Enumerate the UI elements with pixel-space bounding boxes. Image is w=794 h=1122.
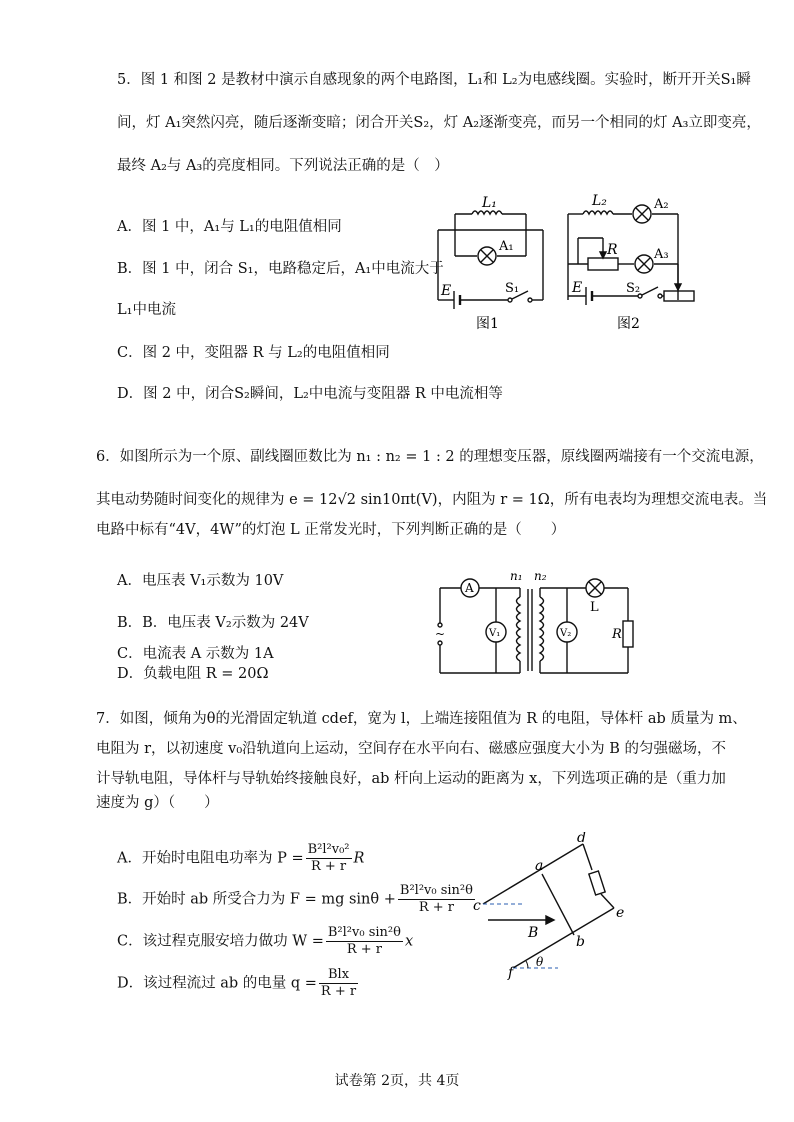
q5-fig1-emf-label: E <box>441 283 452 299</box>
q5-fig2-lamp-a3-label: A₃ <box>654 247 669 262</box>
q7-option-b: B．开始时 ab 所受合力为 F = mg sinθ + $\frac{\text{B²l²v₀ sin²θ}}{R + r}$ <box>117 883 473 915</box>
q5-fig2-emf-label: E <box>572 280 583 296</box>
q5-fig2-inductor-label: L₂ <box>592 193 607 209</box>
q7-label-b: b <box>576 934 585 950</box>
q5-fig2-lamp-a2-label: A₂ <box>654 197 669 212</box>
q7-label-d: d <box>577 832 586 846</box>
q7-stem-line-4: 速度为 g）（ ） <box>96 795 219 811</box>
q6-transformer-figure <box>430 565 640 680</box>
q6-voltmeter-v2-label: V₂ <box>560 628 572 639</box>
q7-label-field-b: B <box>528 925 539 941</box>
q5-option-b-line-1: B．图 1 中，闭合 S₁，电路稳定后，A₁中电流大于 <box>117 261 444 277</box>
q7-stem-line-3: 计导轨电阻，导体杆与导轨始终接触良好，ab 杆向上运动的距离为 x，下列选项正确的是（重力加 <box>96 771 726 787</box>
q6-voltmeter-v1-label: V₁ <box>489 628 501 639</box>
q6-lamp-label: L <box>590 600 599 615</box>
q5-stem-line-2: 间，灯 A₁突然闪亮，随后逐渐变暗；闭合开关S₂，灯 A₂逐渐变亮，而另一个相同的灯 A₃立即变亮， <box>117 115 761 131</box>
q7-option-a: A．开始时电阻电功率为 P = $\frac{\text{B²l²v₀²}}{R + r}$ R <box>117 842 365 874</box>
q6-ammeter-label: A <box>465 581 474 595</box>
q7-label-f: f <box>508 965 514 981</box>
q5-fig2-caption: 图2 <box>617 316 640 332</box>
q7-label-a: a <box>535 858 544 874</box>
q5-option-d: D．图 2 中，闭合S₂瞬间，L₂中电流与变阻器 R 中电流相等 <box>117 386 503 402</box>
q7-option-c-fraction: $\frac{\text{B²l²v₀ sin²θ}}{R + r}$ <box>327 925 401 957</box>
q6-option-b: B．B．电压表 V₂示数为 24V <box>117 615 309 631</box>
q7-option-c: C．该过程克服安培力做功 W = $\frac{\text{B²l²v₀ sin²θ}}{R + r}$ x <box>117 925 414 957</box>
q5-fig2-rheostat-label: R <box>607 242 618 258</box>
q5-option-c: C．图 2 中，变阻器 R 与 L₂的电阻值相同 <box>117 345 390 361</box>
q5-figure-2 <box>560 188 700 333</box>
q7-label-theta: θ <box>536 955 544 969</box>
q6-ac-source-symbol: ~ <box>435 627 446 641</box>
q7-stem-line-1: 7．如图，倾角为θ的光滑固定轨道 cdef，宽为 l，上端连接阻值为 R 的电阻，导体杆 ab 质量为 m、 <box>96 711 747 727</box>
q6-stem-line-1: 6．如图所示为一个原、副线圈匝数比为 n₁ : n₂ = 1 : 2 的理想变压器，原线圈两端接有一个交流电源， <box>96 449 764 465</box>
q5-option-b-line-2: L₁中电流 <box>117 302 176 318</box>
q6-option-c: C．电流表 A 示数为 1A <box>117 646 274 662</box>
q6-resistor-label: R <box>612 627 622 642</box>
q6-n1-label: n₁ <box>510 569 523 583</box>
q7-option-d: D．该过程流过 ab 的电量 q = $\frac{\text{Blx}}{R + r}$ <box>117 967 357 999</box>
q5-fig1-inductor-label: L₁ <box>482 195 497 211</box>
q6-option-d: D．负载电阻 R = 20Ω <box>117 666 269 682</box>
q7-stem-line-2: 电阻为 r，以初速度 v₀沿轨道向上运动，空间存在水平向右、磁感应强度大小为 B 的匀强磁场，不 <box>96 741 727 757</box>
q7-option-a-fraction: $\frac{\text{B²l²v₀²}}{R + r}$ <box>307 842 350 874</box>
q5-figure-1 <box>430 188 552 333</box>
q5-stem-line-1: 5．图 1 和图 2 是教材中演示自感现象的两个电路图，L₁和 L₂为电感线圈。实验时，断开开关S₁瞬 <box>117 72 751 88</box>
q7-label-c: c <box>473 898 481 914</box>
q5-fig1-lamp-label: A₁ <box>499 239 514 254</box>
q5-option-a: A．图 1 中，A₁与 L₁的电阻值相同 <box>117 219 342 235</box>
q6-stem-line-3: 电路中标有“4V，4W”的灯泡 L 正常发光时，下列判断正确的是（ ） <box>96 522 566 538</box>
q6-stem-line-2: 其电动势随时间变化的规律为 e = 12√2 sin10πt(V)，内阻为 r = 1Ω，所有电表均为理想交流电表。当 <box>96 492 768 508</box>
q5-fig2-switch-label: S₂ <box>626 281 641 296</box>
q7-option-d-fraction: $\frac{\text{Blx}}{R + r}$ <box>320 967 357 999</box>
q5-fig1-caption: 图1 <box>476 316 499 332</box>
q5-fig1-switch-label: S₁ <box>505 281 520 296</box>
page-footer: 试卷第 2页，共 4页 <box>334 1073 460 1089</box>
q6-n2-label: n₂ <box>534 569 547 583</box>
q7-label-e: e <box>616 905 625 921</box>
q5-stem-line-3: 最终 A₂与 A₃的亮度相同。下列说法正确的是（ ） <box>117 158 449 174</box>
q7-option-b-fraction: $\frac{\text{B²l²v₀ sin²θ}}{R + r}$ <box>399 883 473 915</box>
q6-option-a: A．电压表 V₁示数为 10V <box>117 573 284 589</box>
q7-rail-figure <box>468 832 638 982</box>
